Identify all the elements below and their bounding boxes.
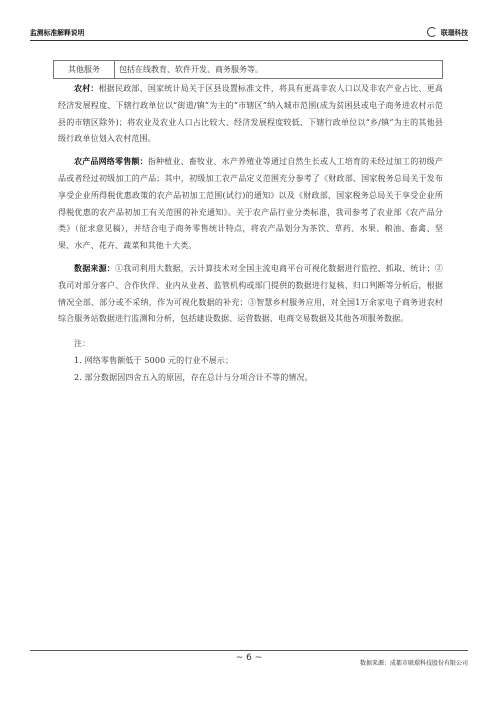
note-item-2: 2. 部分数据因四舍五入的原因，存在总计与分项合计不等的情况。 [74, 372, 313, 382]
agri-label: 农产品网络零售额： [74, 156, 148, 167]
body-content [58, 80, 443, 387]
page-number: ~ 6 ~ [235, 653, 263, 663]
page-header [30, 27, 468, 41]
note-item-1: 1. 网络零售额低于 5000 元的行业不展示； [74, 355, 234, 365]
agri-text: 指种植业、畜牧业、水产养殖业等通过自然生长或人工培育的未经过加工的初级产品或者经过初级加工的产品；其中，初级加工农产品定义范围充分参考了《财政部、国家税务总局关于发布享受企业所得税优惠政策的农产品初加工范围(试行)的通知》以及《财政部、国家税务总局关于享受企业所得税优惠的农产品初加工有关范围的补充通知》。关于农产品行业分类标准，我司参考了农业部《农产品分类》（征求意见稿），并结合电子商务零售统计特点，将农产品划分为茶饮、草药、水果、粮油、畜禽、坚果、水产、花卉、蔬菜和其他十大类。 [58, 157, 443, 251]
header-brand [427, 27, 468, 37]
source-text: ①我司利用大数据，云计算技术对全国主流电商平台可视化数据进行监控、抓取、统计；②我司对部分客户、合作伙伴、业内从业者、监管机构或部门提供的数据进行复核、归口判断等分析后，根据情况全部、部分或不采纳，作为可视化数据的补充；③智慧乡村服务应用，对全国1万余家电子商务进农村综合服务站数据进行监测和分析，包括建设数据、运营数据、电商交易数据及其他各项服务数据。 [58, 263, 444, 324]
rural-label: 农村： [74, 83, 99, 93]
footer-rule [30, 650, 468, 651]
footer-source: 数据来源：成都市联璟科技股份有限公司 [359, 660, 468, 667]
notes-section [58, 336, 443, 386]
paragraph-source [58, 260, 443, 328]
table-cell-value: 包括在线教育、软件开发、商务服务等。 [115, 61, 443, 79]
brand-name: 联璟科技 [440, 29, 468, 37]
paragraph-agri [58, 153, 443, 255]
service-table [53, 60, 443, 79]
table-cell-key: 其他服务 [54, 61, 115, 79]
page-footer [30, 650, 468, 667]
header-rule [30, 40, 468, 41]
notes-title: 注： [74, 339, 91, 349]
header-title: 监测标准解释说明 [30, 29, 85, 37]
paragraph-rural [58, 80, 443, 148]
brand-logo-icon [427, 27, 437, 37]
table-row [54, 61, 443, 79]
source-label: 数据来源： [74, 262, 116, 273]
rural-text: 根据民政部、国家统计局关于区县设置标准文件，将具有更高非农人口以及非农产业占比、更高经济发展程度、下辖行政单位以“街道/镇”为主的“市辖区”纳入城市范围(成为贫困县或电子商务进农村示范县的市辖区除外)；将农业及农业人口占比较大、经济发展程度较低、下辖行政单位以“乡/镇”为主的其他县级行政单位划入农村范围。 [58, 84, 444, 144]
